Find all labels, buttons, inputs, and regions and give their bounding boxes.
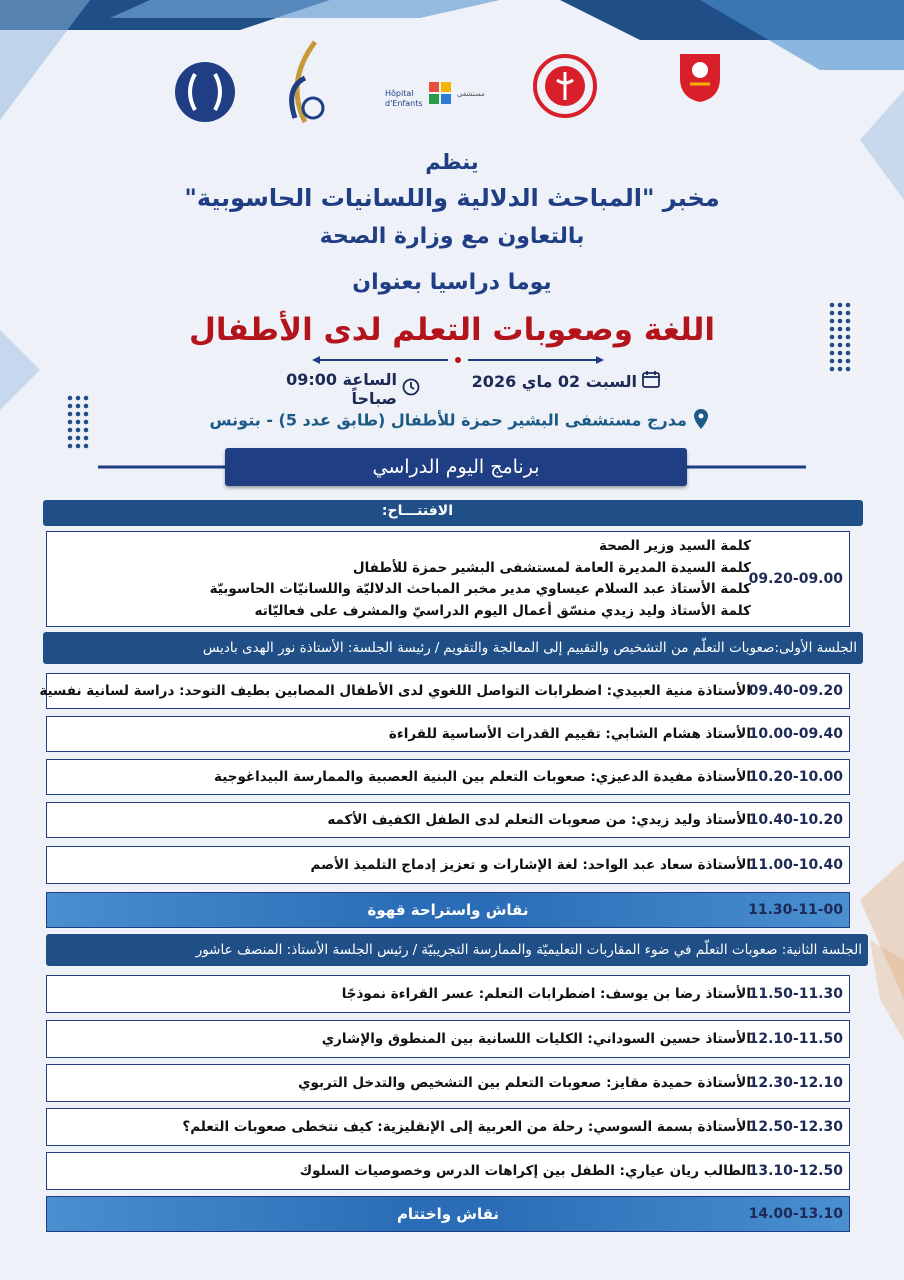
opening-row xyxy=(46,531,850,627)
location-pin-icon xyxy=(692,408,710,434)
organizes-text: ينظم xyxy=(425,150,479,174)
session2-title: الجلسة الثانية: صعوبات التعلّم في ضوء المقاربات التعليميّة والممارسة التجريبيّة xyxy=(421,942,862,958)
study-day-label: يوما دراسيا بعنوان xyxy=(352,270,552,295)
table-row xyxy=(39,673,850,709)
opening-speech-3: كلمة الأستاذ عبد السلام عيساوي مدير مخبر المباحث الدلاليّة واللسانيّات الحاسوبيّة xyxy=(209,581,751,597)
table-row xyxy=(46,975,850,1013)
talk-text: الأستاذة حميدة مقايز: صعوبات التعلم بين التشخيص والتدخل التربوي xyxy=(298,1075,751,1091)
coffee-break-row xyxy=(46,892,850,928)
break-label: نقاش واستراحة قهوة xyxy=(367,901,529,919)
svg-text:مستشفى: مستشفى xyxy=(457,90,485,98)
talk-text: الأستاذ هشام الشابي: تقييم القدرات الأساسية للقراءة xyxy=(388,726,751,742)
opening-label: الافتتـــاح: xyxy=(381,503,453,519)
talk-text: الطالب ريان عياري: الطفل بين إكراهات الدرس وخصوصيات السلوك xyxy=(299,1163,751,1179)
talk-time: 10.40-10.20 xyxy=(748,812,843,828)
program-title: برنامج اليوم الدراسي xyxy=(225,448,687,486)
lab-name: مخبر "المباحث الدلالية واللسانيات الحاسوبية" xyxy=(184,184,720,212)
session1-title: الجلسة الأولى:صعوبات التعلّم من التشخيص والتقييم إلى المعالجة والتقويم xyxy=(443,640,857,656)
talk-time: 10.00-09.40 xyxy=(748,726,843,742)
ministry-higher-ed-logo xyxy=(655,48,745,108)
date-time-line xyxy=(240,370,680,408)
venue-line xyxy=(200,408,720,434)
opening-speech-1: كلمة السيد وزير الصحة xyxy=(599,538,751,554)
table-row xyxy=(46,759,850,795)
session2-chair: رئيس الجلسة الأستاذ: المنصف عاشور xyxy=(195,942,409,958)
table-row xyxy=(46,1020,850,1058)
talk-text: الأستاذة سعاد عبد الواحد: لغة الإشارات و تعزيز إدماج التلميذ الأصم xyxy=(310,857,751,873)
talk-time: 11.50-11.30 xyxy=(748,986,843,1002)
collaboration-text: بالتعاون مع وزارة الصحة xyxy=(319,224,585,249)
table-row xyxy=(46,1108,850,1146)
logo-strip xyxy=(160,38,760,148)
talk-time: 13.10-12.50 xyxy=(748,1163,843,1179)
page-title: اللغة وصعوبات التعلم لدى الأطفال xyxy=(188,312,716,348)
talk-time: 09.40-09.20 xyxy=(748,683,843,699)
table-row xyxy=(46,846,850,884)
opening-time: 09.20-09.00 xyxy=(748,571,843,587)
opening-speech-4: كلمة الأستاذ وليد زيدي منسّق أعمال اليوم الدراسيّ والمشرف على فعاليّاته xyxy=(254,602,751,619)
talk-text: الأستاذة مفيدة الدعيزي: صعوبات التعلم بين البنية العصبية والممارسة البيداغوجية xyxy=(214,769,751,785)
talk-text: الأستاذ حسين السوداني: الكليات اللسانية بين المنطوق والإشاري xyxy=(321,1031,751,1047)
closing-time: 14.00-13.10 xyxy=(748,1206,843,1222)
session2-bar: الجلسة الثانية: صعوبات التعلّم في ضوء المقاربات التعليميّة والممارسة التجريبيّة / رئيس الجلسة الأستاذ: المنصف عاشور xyxy=(46,934,868,966)
session1-bar: الجلسة الأولى:صعوبات التعلّم من التشخيص والتقييم إلى المعالجة والتقويم / رئيسة الجلسة: الأستاذة نور الهدى باديس xyxy=(43,632,863,664)
closing-row xyxy=(46,1196,850,1232)
table-row xyxy=(46,1152,850,1190)
talk-time: 11.00-10.40 xyxy=(748,857,843,873)
closing-label: نقاش واختتام xyxy=(396,1205,500,1223)
event-date: السبت 02 ماي 2026 xyxy=(471,371,637,391)
calendar-icon xyxy=(642,370,660,392)
table-row xyxy=(46,716,850,752)
talk-text: الأستاذ وليد زيدي: من صعوبات التعلم لدى الطفل الكفيف الأكمه xyxy=(327,812,751,828)
talk-text: الأستاذ رضا بن يوسف: اضطرابات التعلم: عسر القراءة نموذجًا xyxy=(341,986,751,1002)
break-time: 11.30-11-00 xyxy=(748,902,843,918)
talk-text: الأستاذة بسمة السوسي: رحلة من العربية إلى الإنقليزية: كيف نتخطى صعوبات التعلم؟ xyxy=(182,1119,751,1135)
session1-chair: رئيسة الجلسة: الأستاذة نور الهدى باديس xyxy=(202,640,431,656)
talk-text: الأستاذة منية العبيدي: اضطرابات التواصل اللغوي لدى الأطفال المصابين بطيف التوحد: دراسة لسانية نفسية xyxy=(39,683,751,699)
ministry-health-logo xyxy=(525,46,605,126)
table-row xyxy=(46,1064,850,1102)
manouba-university-logo xyxy=(270,38,350,142)
opening-bar xyxy=(43,500,863,526)
talk-time: 10.20-10.00 xyxy=(748,769,843,785)
opening-speech-2: كلمة السيدة المديرة العامة لمستشفى البشير حمزة للأطفال xyxy=(352,559,751,576)
talk-time: 12.10-11.50 xyxy=(748,1031,843,1047)
svg-text:d'Enfants: d'Enfants xyxy=(385,99,423,108)
clock-icon xyxy=(402,378,420,400)
hospital-logo xyxy=(385,78,495,118)
university-logo xyxy=(170,60,240,128)
event-venue: مدرج مستشفى البشير حمزة للأطفال (طابق عدد 5) - بتونس xyxy=(209,410,687,430)
table-row xyxy=(46,802,850,838)
svg-text:Hôpital: Hôpital xyxy=(385,89,414,98)
event-time: الساعة 09:00 صباحاً xyxy=(286,370,397,408)
talk-time: 12.50-12.30 xyxy=(748,1119,843,1135)
talk-time: 12.30-12.10 xyxy=(748,1075,843,1091)
